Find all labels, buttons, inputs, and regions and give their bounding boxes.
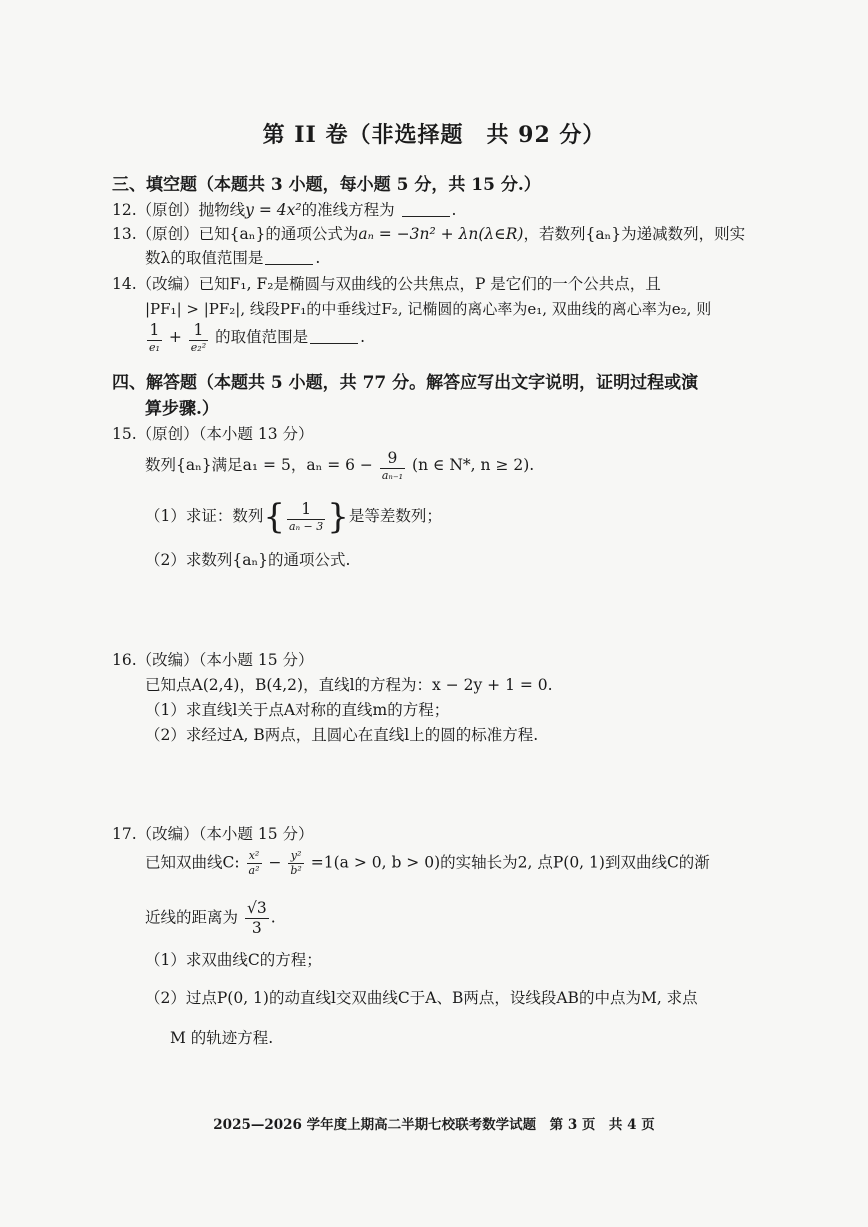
question-15-header: 15.（原创）（本小题 13 分） xyxy=(112,425,314,443)
question-16-part2: （2）求经过A, B两点，且圆心在直线l上的圆的标准方程. xyxy=(145,726,539,744)
question-14-line1: 14.（改编）已知F₁, F₂是椭圆与双曲线的公共焦点，P 是它们的一个公共点，且 xyxy=(112,275,661,293)
question-14-line2: |PF₁| > |PF₂|, 线段PF₁的中垂线过F₂, 记椭圆的离心率为e₁, 双曲线的离心率为e₂, 则 xyxy=(145,300,712,318)
answer-blank xyxy=(310,342,358,344)
question-15-part1: （1）求证：数列{ $\frac{1}{\text{aₙ − 3}}$ }是等差数列； xyxy=(145,497,442,537)
fraction-1-over-e1: $\frac{1}{\text{e₁}}$ xyxy=(149,321,160,354)
question-17-line2: 近线的距离为 $\frac{√3}{3}$ . xyxy=(145,899,276,937)
page-title: 第 II 卷（非选择题 共 92 分） xyxy=(262,122,606,148)
question-16-part1: （1）求直线l关于点A对称的直线m的方程； xyxy=(145,701,450,719)
page-footer: 2025—2026 学年度上期高二半期七校联考数学试题 第 3 页 共 4 页 xyxy=(213,1117,655,1133)
question-16-statement: 已知点A(2,4)，B(4,2)，直线l的方程为：x − 2y + 1 = 0. xyxy=(145,676,553,694)
section4-heading-line1: 四、解答题（本题共 5 小题，共 77 分。解答应写出文字说明，证明过程或演 xyxy=(112,373,699,393)
fraction-1-over-e2-squared: $\frac{1}{\text{e₂²}}$ xyxy=(190,321,207,354)
question-17-part2-line2: M 的轨迹方程. xyxy=(170,1029,274,1047)
question-15-part2: （2）求数列{aₙ}的通项公式. xyxy=(145,551,351,569)
right-brace: } xyxy=(327,497,349,537)
answer-blank xyxy=(402,215,450,217)
q13-formula: aₙ = −3n² + λn(λ∈R) xyxy=(358,225,524,243)
question-17-statement: 已知双曲线C: $\frac{\text{x²}}{\text{a²}}$ − $\frac{\text{y²}}{\text{b²}}$ =1(a > 0, b > 0)的实轴长为2, 点P(0, 1)到双曲线C的渐 xyxy=(145,849,710,877)
question-17-part1: （1）求双曲线C的方程； xyxy=(145,951,322,969)
q12-formula: y = 4x² xyxy=(245,201,302,219)
question-16-header: 16.（改编）（本小题 15 分） xyxy=(112,651,314,669)
left-brace: { xyxy=(263,497,286,537)
question-13-line1: 13.（原创）已知{aₙ}的通项公式为aₙ = −3n² + λn(λ∈R)，若数列{aₙ}为递减数列，则实 xyxy=(112,225,746,243)
question-14-line3: $\frac{1}{\text{e₁}}$ + $\frac{1}{\text{e₂²}}$ 的取值范围是 . xyxy=(149,321,366,354)
fraction-sqrt3-over-3: $\frac{√3}{3}$ xyxy=(246,899,267,937)
section4-heading-line2: 算步骤.） xyxy=(145,399,219,419)
question-17-part2-line1: （2）过点P(0, 1)的动直线l交双曲线C于A、B两点，设线段AB的中点为M, 求点 xyxy=(145,989,698,1007)
answer-blank xyxy=(265,263,313,265)
fraction-9-over-a: $\frac{9}{\text{aₙ₋₁}}$ xyxy=(381,449,404,482)
question-17-header: 17.（改编）（本小题 15 分） xyxy=(112,825,314,843)
question-12: 12.（原创）抛物线y = 4x²的准线方程为 . xyxy=(112,201,457,219)
question-13-line2: 数λ的取值范围是 . xyxy=(145,249,321,267)
fraction-y2-over-b2: $\frac{\text{y²}}{\text{b²}}$ xyxy=(290,849,302,877)
fraction-1-over-a-minus-3: $\frac{1}{\text{aₙ − 3}}$ xyxy=(289,500,324,533)
question-15-statement: 数列{aₙ}满足a₁ = 5，aₙ = 6 − $\frac{9}{\text{aₙ₋₁}}$ (n ∈ N*, n ≥ 2). xyxy=(145,449,535,482)
section3-heading: 三、填空题（本题共 3 小题，每小题 5 分，共 15 分.） xyxy=(112,175,541,195)
fraction-x2-over-a2: $\frac{\text{x²}}{\text{a²}}$ xyxy=(248,849,260,877)
